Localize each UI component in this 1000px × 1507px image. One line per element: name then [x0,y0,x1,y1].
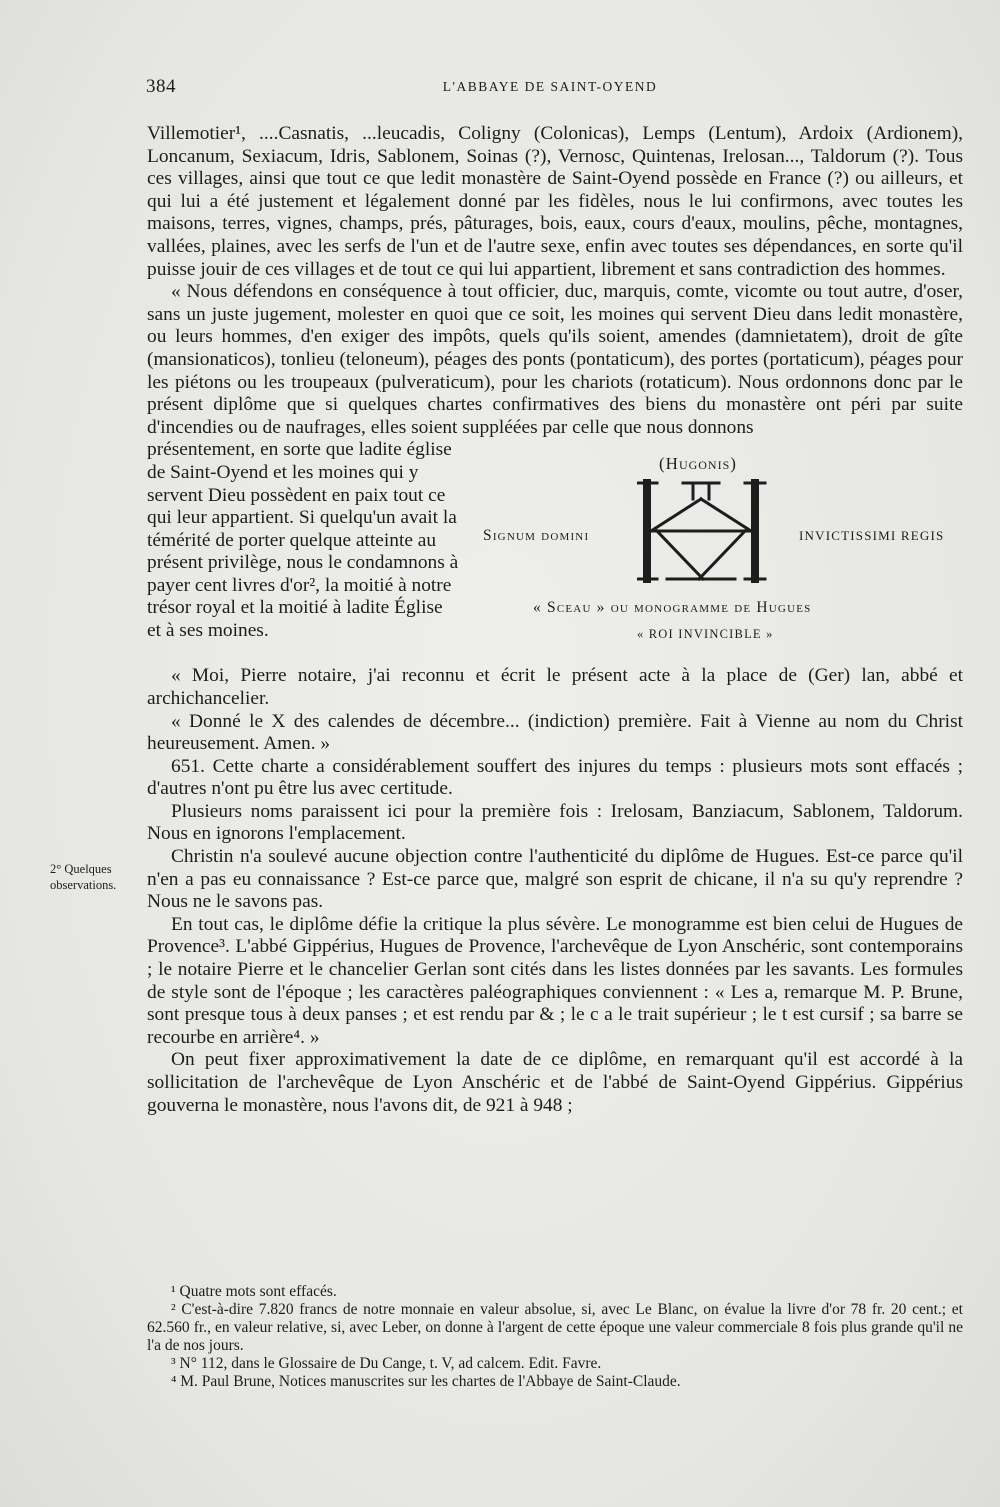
paragraph: En tout cas, le diplôme défie la critique la plus sévère. Le monogramme est bien celui de Hugues de Provence³. L'abbé Gippérius, Hugues de Provence, l'archevêque de Lyon Anschéric, sont contemporains ; le notaire Pierre et le chancelier Gerlan sont cités dans les listes données par les savants. Les formules de style sont de l'époque ; les caractères paléographiques conviennent : « Les a, remarque M. P. Brune, sont presque tous à deux panses ; et est rendu par & ; le c a le trait supérieur ; le t est cursif ; sa barre se recourbe en arrière⁴. » [147,913,963,1048]
paragraph-continuation: présentement, en sorte que ladite église de Saint-Oyend et les moines qui y servent Dieu possèdent en paix tout ce qui leur appartient. Si quelqu'un avait la témérité de porter quelque atteinte au présent privilège, nous le condamnons à payer cent livres d'or², la moitié à notre trésor royal et la moitié à ladite Église et à ses moines. [147,439,459,642]
paragraph: Christin n'a soulevé aucune objection contre l'authenticité du diplôme de Hugues. Est-ce parce qu'il n'en a pas eu connaissance ? Est-ce parce que, malgré son esprit de chicane, il n'a su qu'y reprendre ? Nous ne le savons pas. [147,846,963,913]
paragraph: 651. Cette charte a considérablement souffert des injures du temps : plusieurs mots sont effacés ; d'autres n'ont pu être lus avec certitude. [147,755,963,800]
monogram-subcaption: « ROI INVINCIBLE » [637,627,774,642]
footnote: ³ N° 112, dans le Glossaire de Du Cange, t. V, ad calcem. Edit. Favre. [171,1355,602,1372]
footnote: ¹ Quatre mots sont effacés. [171,1283,337,1300]
footnote: ² C'est-à-dire 7.820 francs de notre monnaie en valeur absolue, si, avec Le Blanc, on évalue la livre d'or 78 fr. 20 cent.; et 62.560 fr., en valeur relative, si, avec Leber, on donne à l'argent de cette époque une valeur commerciale 8 fois plus grande qu'il ne l'a de nos jours. [147,1301,963,1354]
footnotes [147,1283,963,1391]
monogram-left-label: Signum domini [483,527,590,545]
hugues-monogram-icon [637,479,767,587]
paragraph: « Moi, Pierre notaire, j'ai reconnu et écrit le présent acte à la place de (Ger) lan, abbé et archichancelier. [147,665,963,709]
paragraph: « Nous défendons en conséquence à tout officier, duc, marquis, comte, vicomte ou tout autre, d'oser, sans un juste jugement, molester en quoi que ce soit, les moines qui servent Dieu dans ledit monastère, ou leurs hommes, d'en exiger des impôts, quels qu'ils soient, amendes (damnietatem), droit de gîte (mansionaticos), tonlieu (teloneum), péages des ponts (pontaticum), des portes (portaticum), péages pour les piétons ou les troupeaux (pulveraticum), pour les chariots (rotaticum). Nous ordonnons donc par le présent diplôme que si quelques chartes confirmatives des biens du monastère ont péri par suite d'incendies ou de naufrages, elles soient suppléées par celle que nous donnons [147,281,963,438]
footnote: ⁴ M. Paul Brune, Notices manuscrites sur les chartes de l'Abbaye de Saint-Claude. [171,1373,681,1390]
page-number: 384 [146,76,176,97]
monogram-section [147,439,963,665]
main-text [147,123,963,1117]
paragraph: « Donné le X des calendes de décembre... (indiction) première. Fait à Vienne au nom du Christ heureusement. Amen. » [147,710,963,755]
monogram-top-label: (Hugonis) [659,454,737,474]
paragraph: Villemotier¹, ....Casnatis, ...leucadis, Coligny (Colonicas), Lemps (Lentum), Ardoix (Ardionem), Loncanum, Sexiacum, Idris, Sablonem, Soinas (?), Vernosc, Quintenas, Irelosan..., Taldorum (?). Tous ces villages, ainsi que tout ce que ledit monastère de Saint-Oyend possède en France (?) ou ailleurs, et qui lui a été justement et légalement donné par les fidèles, nous le lui confirmons, avec toutes les maisons, terres, vignes, champs, prés, pâturages, bois, eaux, cours d'eaux, moulins, pêche, montagnes, vallées, plaines, avec les serfs de l'un et de l'autre sexe, enfin avec toutes ses dépendances, en sorte qu'il puisse jouir de ces villages et de tout ce qui lui appartient, librement et sans contradiction des hommes. [147,123,963,280]
paragraph: On peut fixer approximativement la date de ce diplôme, en remarquant qu'il est accordé à la sollicitation de l'archevêque de Lyon Anschéric et de l'abbé de Saint-Oyend Gippérius. Gippérius gouverna le monastère, nous l'avons dit, de 921 à 948 ; [147,1049,963,1116]
margin-note: 2° Quelques observations. [50,862,117,892]
monogram-caption: « Sceau » ou monogramme de Hugues [533,599,812,617]
monogram-right-label: INVICTISSIMI REGIS [799,528,945,544]
paragraph: Plusieurs noms paraissent ici pour la première fois : Irelosam, Banziacum, Sablonem, Taldorum. Nous en ignorons l'emplacement. [147,800,963,845]
running-title: L'ABBAYE DE SAINT-OYEND [442,79,658,94]
